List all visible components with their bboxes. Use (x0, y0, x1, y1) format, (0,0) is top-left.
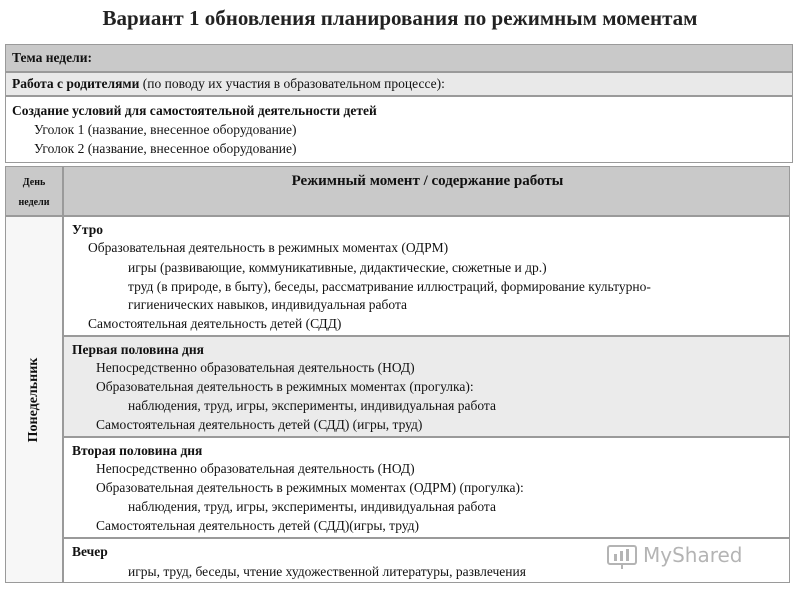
page-title: Вариант 1 обновления планирования по режимным моментам (102, 6, 698, 30)
corner-1: Уголок 1 (название, внесенное оборудование) (34, 122, 297, 137)
parents-row (5, 72, 793, 96)
parents-label: Работа с родителями (12, 76, 140, 91)
week-theme-label: Тема недели: (12, 50, 92, 65)
content-header-label: Режимный момент / содержание работы (291, 173, 564, 189)
second-half-line-2: Образовательная деятельность в режимных моментах (ОДРМ) (прогулка): (96, 480, 524, 495)
second-half-line-1: Непосредственно образовательная деятельность (НОД) (96, 461, 415, 476)
evening-line-1: игры, труд, беседы, чтение художественной литературы, развлечения (128, 564, 526, 579)
morning-heading: Утро (72, 222, 103, 237)
day-header-line-2: недели (18, 197, 50, 208)
section-second-half (63, 437, 790, 538)
first-half-line-3: наблюдения, труд, игры, эксперименты, индивидуальная работа (128, 398, 496, 413)
section-morning (63, 216, 790, 336)
second-half-line-4: Самостоятельная деятельность детей (СДД)(игры, труд) (96, 518, 420, 533)
morning-line-4: гигиенических навыков, индивидуальная работа (128, 297, 408, 312)
morning-line-3: труд (в природе, в быту), беседы, рассматривание иллюстраций, формирование культурно- (128, 279, 651, 294)
conditions-row (5, 96, 793, 163)
evening-heading: Вечер (72, 544, 108, 559)
myshared-logo-icon (605, 540, 639, 570)
content-column-header (63, 166, 790, 216)
morning-line-2: игры (развивающие, коммуникативные, дидактические, сюжетные и др.) (128, 260, 547, 275)
watermark-text: MyShared (643, 543, 743, 567)
day-column-header (5, 166, 63, 216)
first-half-heading: Первая половина дня (72, 342, 204, 357)
week-theme-row (5, 44, 793, 72)
corner-2: Уголок 2 (название, внесенное оборудование) (34, 141, 297, 156)
myshared-watermark (605, 540, 765, 570)
section-first-half (63, 336, 790, 437)
second-half-line-3: наблюдения, труд, игры, эксперименты, индивидуальная работа (128, 499, 496, 514)
day-cell (5, 216, 63, 583)
parents-description: (по поводу их участия в образовательном процессе): (139, 76, 445, 91)
first-half-line-2: Образовательная деятельность в режимных моментах (прогулка): (96, 379, 474, 394)
conditions-heading: Создание условий для самостоятельной деятельности детей (12, 103, 377, 118)
morning-line-5: Самостоятельная деятельность детей (СДД) (88, 316, 342, 331)
day-name: Понедельник (26, 357, 41, 443)
day-header-line-1: День (22, 177, 46, 188)
first-half-line-4: Самостоятельная деятельность детей (СДД) (игры, труд) (96, 417, 423, 432)
parents-text (12, 76, 445, 92)
first-half-line-1: Непосредственно образовательная деятельность (НОД) (96, 360, 415, 375)
morning-line-1: Образовательная деятельность в режимных моментах (ОДРМ) (88, 240, 449, 255)
second-half-heading: Вторая половина дня (72, 443, 203, 458)
day-header-label (6, 173, 62, 213)
